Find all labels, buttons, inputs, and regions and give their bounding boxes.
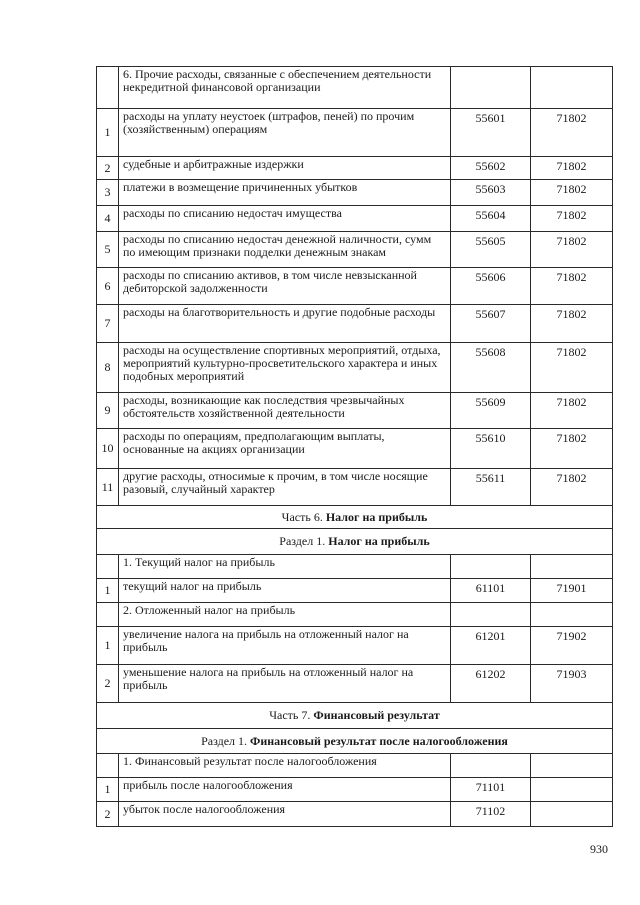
row-number: 1 [97,778,119,802]
row-number [97,603,119,627]
account-code: 71101 [451,778,531,802]
row-number: 3 [97,180,119,206]
symbol-code: 71802 [531,343,613,393]
symbol-code: 71802 [531,180,613,206]
account-code: 55611 [451,469,531,506]
table-row [97,232,613,268]
symbol-code [531,754,613,778]
row-description: расходы по списанию активов, в том числе невзысканной дебиторской задолженности [119,268,451,305]
row-number [97,555,119,579]
table-row [97,343,613,393]
row-number: 1 [97,627,119,665]
symbol-code: 71902 [531,627,613,665]
symbol-code [531,802,613,827]
account-code [451,754,531,778]
row-description: судебные и арбитражные издержки [119,157,451,180]
symbol-code: 71901 [531,579,613,603]
row-number: 10 [97,429,119,469]
symbol-code: 71802 [531,109,613,157]
symbol-code: 71802 [531,232,613,268]
table-row [97,157,613,180]
row-description: прибыль после налогообложения [119,778,451,802]
account-code: 61201 [451,627,531,665]
group-heading: 6. Прочие расходы, связанные с обеспечением деятельности некредитной финансовой организации [119,67,451,109]
row-number: 9 [97,393,119,429]
group-heading-row [97,603,613,627]
row-number: 4 [97,206,119,232]
part-heading [97,529,613,555]
symbol-code: 71802 [531,469,613,506]
symbol-code [531,778,613,802]
group-heading-row [97,754,613,778]
chart-of-accounts-table [96,66,613,827]
group-heading-row [97,67,613,109]
account-code: 55604 [451,206,531,232]
table-row [97,206,613,232]
account-code [451,603,531,627]
row-description: расходы по списанию недостач денежной наличности, сумм по имеющим признаки подделки денежным знакам [119,232,451,268]
table-row [97,627,613,665]
heading-prefix: Раздел 1. [279,534,329,548]
row-number: 2 [97,157,119,180]
table-row [97,268,613,305]
symbol-code: 71802 [531,157,613,180]
part-heading-row [97,529,613,555]
row-description: убыток после налогообложения [119,802,451,827]
account-code: 61101 [451,579,531,603]
row-description: платежи в возмещение причиненных убытков [119,180,451,206]
table-row [97,778,613,802]
account-code: 55603 [451,180,531,206]
row-number: 11 [97,469,119,506]
row-description: увеличение налога на прибыль на отложенный налог на прибыль [119,627,451,665]
table-row [97,665,613,703]
group-heading-row [97,555,613,579]
row-description: текущий налог на прибыль [119,579,451,603]
part-heading-row [97,703,613,729]
heading-title: Налог на прибыль [328,534,430,548]
symbol-code: 71802 [531,268,613,305]
account-code: 55601 [451,109,531,157]
symbol-code: 71903 [531,665,613,703]
row-description: расходы на осуществление спортивных мероприятий, отдыха, мероприятий культурно-просветительского характера и иных подобных мероприятий [119,343,451,393]
table-row [97,109,613,157]
symbol-code: 71802 [531,305,613,343]
account-code: 61202 [451,665,531,703]
symbol-code: 71802 [531,429,613,469]
account-code: 55606 [451,268,531,305]
account-code: 55608 [451,343,531,393]
table-body [97,67,613,827]
part-heading [97,506,613,529]
account-code: 55605 [451,232,531,268]
heading-title: Финансовый результат после налогообложения [250,733,508,748]
heading-prefix: Часть 6. [281,509,326,524]
table-row [97,393,613,429]
heading-prefix: Часть 7. [269,708,314,722]
symbol-code [531,67,613,109]
account-code [451,67,531,109]
table-row [97,802,613,827]
row-number [97,754,119,778]
row-description: расходы на благотворительность и другие подобные расходы [119,305,451,343]
symbol-code: 71802 [531,206,613,232]
part-heading-row [97,506,613,529]
group-heading: 2. Отложенный налог на прибыль [119,603,451,627]
row-description: расходы по операциям, предполагающим выплаты, основанные на акциях организации [119,429,451,469]
account-code: 55602 [451,157,531,180]
row-number: 1 [97,109,119,157]
row-description: расходы по списанию недостач имущества [119,206,451,232]
row-number: 7 [97,305,119,343]
table-row [97,469,613,506]
heading-title: Финансовый результат [313,708,440,722]
row-number: 6 [97,268,119,305]
table-row [97,305,613,343]
account-code [451,555,531,579]
symbol-code [531,555,613,579]
part-heading [97,729,613,754]
symbol-code: 71802 [531,393,613,429]
table-row [97,429,613,469]
row-number: 1 [97,579,119,603]
group-heading: 1. Финансовый результат после налогообложения [119,754,451,778]
account-code: 55607 [451,305,531,343]
group-heading: 1. Текущий налог на прибыль [119,555,451,579]
table-row [97,579,613,603]
account-code: 71102 [451,802,531,827]
row-description: расходы, возникающие как последствия чрезвычайных обстоятельств хозяйственной деятельности [119,393,451,429]
part-heading-row [97,729,613,754]
row-number: 2 [97,802,119,827]
row-number: 5 [97,232,119,268]
account-code: 55609 [451,393,531,429]
table-row [97,180,613,206]
part-heading [97,703,613,729]
row-number: 2 [97,665,119,703]
heading-title: Налог на прибыль [325,509,428,524]
row-number: 8 [97,343,119,393]
row-description: расходы на уплату неустоек (штрафов, пеней) по прочим (хозяйственным) операциям [119,109,451,157]
row-description: другие расходы, относимые к прочим, в том числе носящие разовый, случайный характер [119,469,451,506]
heading-prefix: Раздел 1. [201,733,251,748]
row-number [97,67,119,109]
symbol-code [531,603,613,627]
account-code: 55610 [451,429,531,469]
row-description: уменьшение налога на прибыль на отложенный налог на прибыль [119,665,451,703]
page-number: 930 [590,842,608,856]
